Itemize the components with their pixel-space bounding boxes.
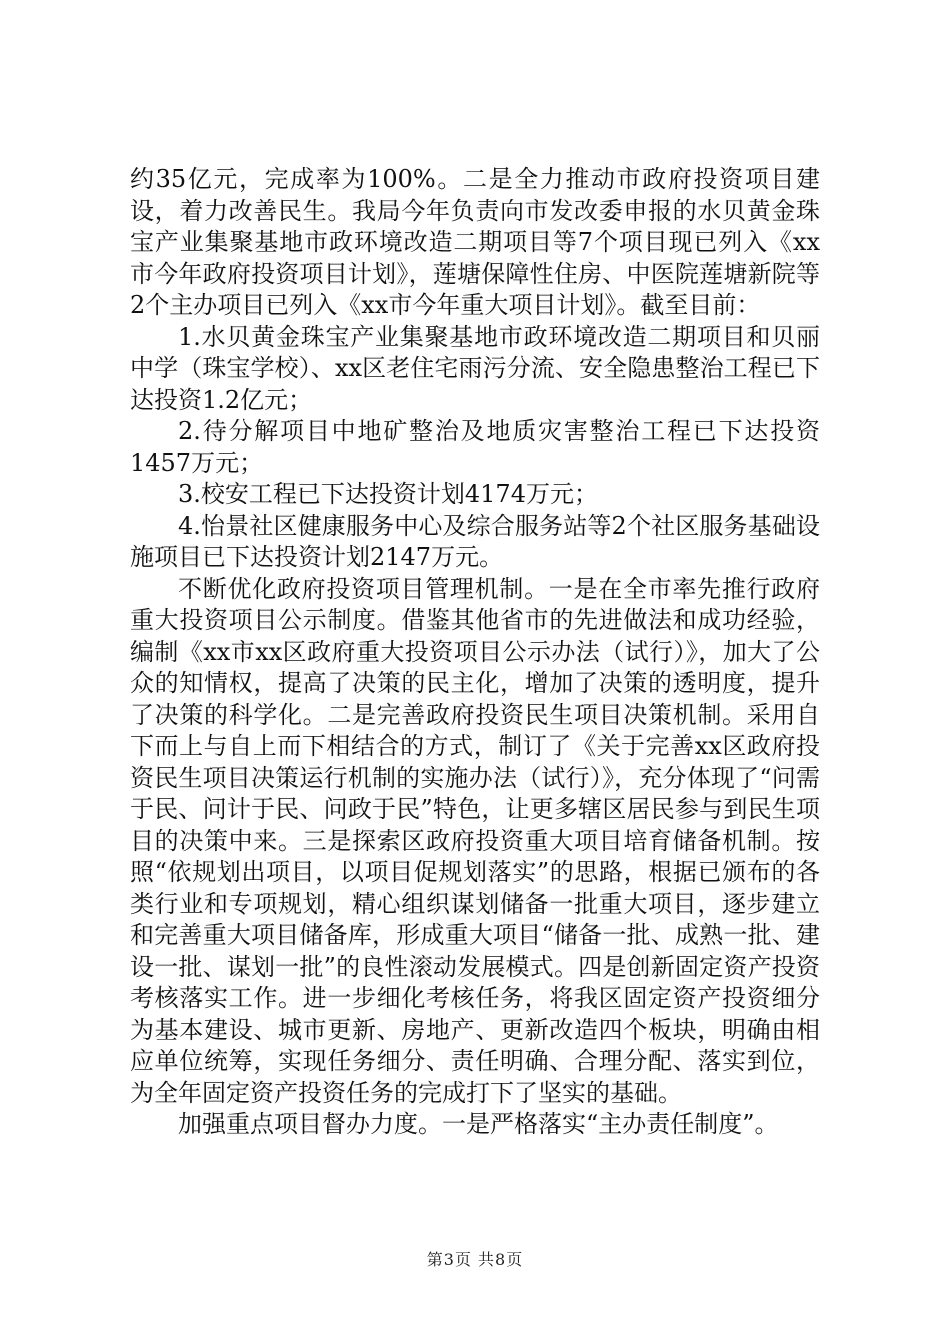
list-item-1: 1.水贝黄金珠宝产业集聚基地市政环境改造二期项目和贝丽中学（珠宝学校）、xx区老住宅雨污分流、安全隐患整治工程已下达投资1.2亿元； [130,322,820,414]
list-item-3: 3.校安工程已下达投资计划4174万元； [178,480,598,508]
paragraph-supervision: 加强重点项目督办力度。一是严格落实“主办责任制度”。 [178,1110,779,1138]
paragraph-mechanism: 不断优化政府投资项目管理机制。一是在全市率先推行政府重大投资项目公示制度。借鉴其他省市的先进做法和成功经验，编制《xx市xx区政府重大投资项目公示办法（试行）》，加大了公众的知情权，提高了决策的民主化，增加了决策的透明度，提升了决策的科学化。二是完善政府投资民生项目决策机制。采用自下而上与自上而下相结合的方式，制订了《关于完善xx区政府投资民生项目决策运行机制的实施办法（试行）》，充分体现了“问需于民、问计于民、问政于民”特色，让更多辖区居民参与到民生项目的决策中来。三是探索区政府投资重大项目培育储备机制。按照“依规划出项目，以项目促规划落实”的思路，根据已颁布的各类行业和专项规划，精心组织谋划储备一批重大项目，逐步建立和完善重大项目储备库，形成重大项目“储备一批、成熟一批、建设一批、谋划一批”的良性滚动发展模式。四是创新固定资产投资考核落实工作。进一步细化考核任务，将我区固定资产投资细分为基本建设、城市更新、房地产、更新改造四个板块，明确由相应单位统筹，实现任务细分、责任明确、合理分配、落实到位，为全年固定资产投资任务的完成打下了坚实的基础。 [130,574,820,1107]
page-footer: 第3页 共8页 [426,1250,524,1269]
list-item-4: 4.怡景社区健康服务中心及综合服务站等2个社区服务基础设施项目已下达投资计划2147万元。 [130,511,820,571]
paragraph-1: 约35亿元，完成率为100%。二是全力推动市政府投资项目建设，着力改善民生。我局今年负责向市发改委申报的水贝黄金珠宝产业集聚基地市政环境改造二期项目等7个项目现已列入《xx市今年政府投资项目计划》，莲塘保障性住房、中医院莲塘新院等2个主办项目已列入《xx市今年重大项目计划》。截至目前： [130,165,820,319]
document-body [130,164,820,1141]
list-item-2: 2.待分解项目中地矿整治及地质灾害整治工程已下达投资1457万元； [130,417,820,477]
